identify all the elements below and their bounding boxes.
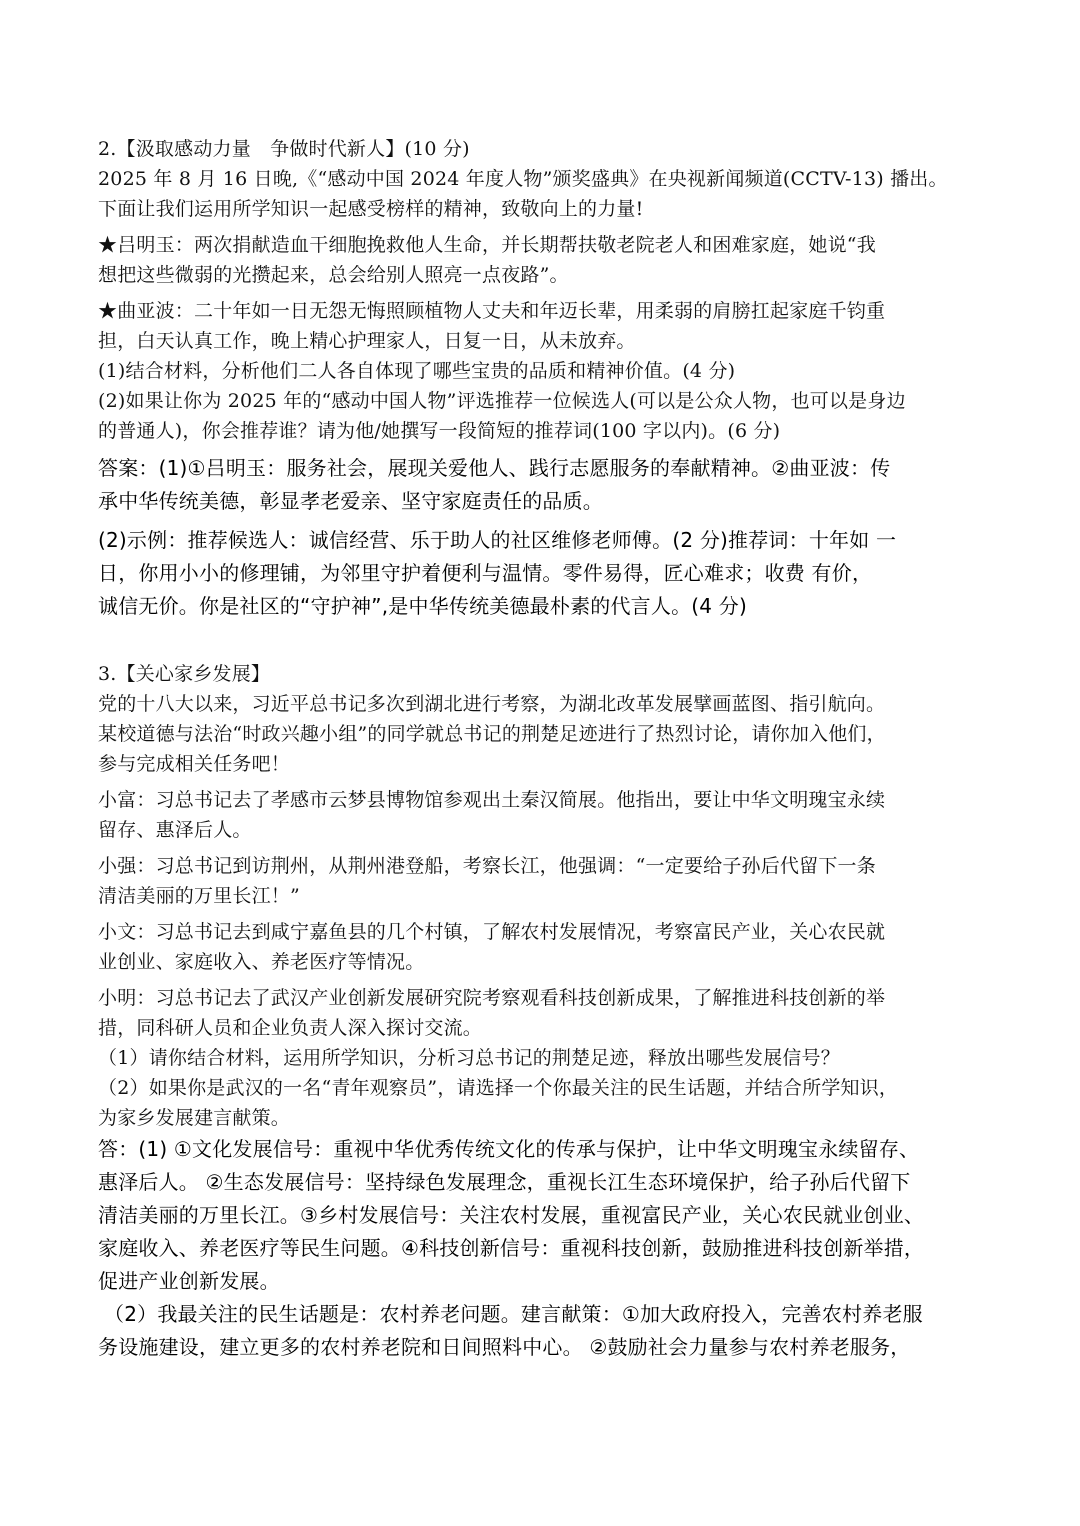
question-3-intro-line: 某校道德与法治“时政兴趣小组”的同学就总书记的荆楚足迹进行了热烈讨论，请你加入他们， xyxy=(98,723,886,745)
material-xiaowen: 小文：习总书记去到咸宁嘉鱼县的几个村镇，了解农村发展情况，考察富民产业，关心农民就 xyxy=(98,921,886,943)
material-qu-yabo: 担，白天认真工作，晚上精心护理家人，日复一日，从未放弃。 xyxy=(98,330,636,352)
question-3-intro-line: 参与完成相关任务吧！ xyxy=(98,753,291,775)
question-2-intro-line: 2025 年 8 月 16 日晚,《“感动中国 2024 年度人物”颁奖盛典》在央视新闻频道(CCTV-13) 播出。 xyxy=(98,168,948,190)
question-3-answer-1: 家庭收入、养老医疗等民生问题。④科技创新信号：重视科技创新，鼓励推进科技创新举措， xyxy=(98,1236,925,1260)
material-lv-mingyu: 想把这些微弱的光攒起来，总会给别人照亮一点夜路”。 xyxy=(98,264,569,286)
question-3-sub-2: （2）如果你是武汉的一名“青年观察员”，请选择一个你最关注的民生话题，并结合所学知识， xyxy=(98,1077,899,1099)
question-3-answer-1: 答：(1) ①文化发展信号：重视中华优秀传统文化的传承与保护，让中华文明瑰宝永续留存、 xyxy=(98,1137,920,1161)
question-2-sub-2: (2)如果让你为 2025 年的“感动中国人物”评选推荐一位候选人(可以是公众人物，也可以是身边 xyxy=(98,390,906,412)
question-2-answer-2: 日，你用小小的修理铺，为邻里守护着便利与温情。零件易得，匠心难求；收费 有价， xyxy=(98,561,873,585)
question-3-title: 3.【关心家乡发展】 xyxy=(98,663,271,685)
question-3-sub-1: （1）请你结合材料，运用所学知识，分析习总书记的荆楚足迹，释放出哪些发展信号？ xyxy=(98,1047,840,1069)
question-2-sub-1: (1)结合材料，分析他们二人各自体现了哪些宝贵的品质和精神价值。(4 分) xyxy=(98,360,736,382)
material-xiaoqiang: 小强：习总书记到访荆州，从荆州港登船，考察长江，他强调：“一定要给子孙后代留下一条 xyxy=(98,855,876,877)
question-3-sub-2: 为家乡发展建言献策。 xyxy=(98,1107,291,1129)
material-lv-mingyu: ★吕明玉：两次捐献造血干细胞挽救他人生命，并长期帮扶敬老院老人和困难家庭，她说“我 xyxy=(98,234,876,256)
question-3-answer-1: 清洁美丽的万里长江。③乡村发展信号：关注农村发展，重视富民产业，关心农民就业创业、 xyxy=(98,1203,925,1227)
question-3 xyxy=(98,659,990,1364)
question-3-answer-2: （2）我最关注的民生话题是：农村养老问题。建言献策：①加大政府投入，完善农村养老服 xyxy=(104,1302,923,1326)
question-2-answer-1: 承中华传统美德，彰显孝老爱亲、坚守家庭责任的品质。 xyxy=(98,489,603,513)
document-body xyxy=(98,134,990,1364)
question-3-intro-line: 党的十八大以来，习近平总书记多次到湖北进行考察，为湖北改革发展擘画蓝图、指引航向。 xyxy=(98,693,886,715)
question-2-sub-2: 的普通人)，你会推荐谁？请为他/她撰写一段简短的推荐词(100 字以内)。(6 分) xyxy=(98,420,781,442)
material-qu-yabo: ★曲亚波：二十年如一日无怨无悔照顾植物人丈夫和年迈长辈，用柔弱的肩膀扛起家庭千钧重 xyxy=(98,300,886,322)
material-xiaofu: 小富：习总书记去了孝感市云梦县博物馆参观出土秦汉简展。他指出，要让中华文明瑰宝永续 xyxy=(98,789,886,811)
material-xiaoming: 小明：习总书记去了武汉产业创新发展研究院考察观看科技创新成果，了解推进科技创新的举 xyxy=(98,987,886,1009)
question-3-answer-1: 促进产业创新发展。 xyxy=(98,1269,280,1293)
question-2-answer-2: 诚信无价。你是社区的“守护神”,是中华传统美德最朴素的代言人。(4 分) xyxy=(98,594,747,618)
question-2-title: 2.【汲取感动力量 争做时代新人】(10 分) xyxy=(98,138,470,160)
question-2-intro-line: 下面让我们运用所学知识一起感受榜样的精神，致敬向上的力量! xyxy=(98,198,644,220)
question-3-answer-1: 惠泽后人。 ②生态发展信号：坚持绿色发展理念，重视长江生态环境保护，给子孙后代留下 xyxy=(98,1170,911,1194)
question-2-answer-1: 答案：(1)①吕明玉：服务社会，展现关爱他人、践行志愿服务的奉献精神。②曲亚波：传 xyxy=(98,456,891,480)
material-xiaowen: 业创业、家庭收入、养老医疗等情况。 xyxy=(98,951,425,973)
material-xiaoqiang: 清洁美丽的万里长江！” xyxy=(98,885,300,907)
material-xiaoming: 措，同科研人员和企业负责人深入探讨交流。 xyxy=(98,1017,483,1039)
question-3-answer-2: 务设施建设，建立更多的农村养老院和日间照料中心。 ②鼓励社会力量参与农村养老服务， xyxy=(98,1335,911,1359)
question-2-answer-2: (2)示例：推荐候选人：诚信经营、乐于助人的社区维修老师傅。(2 分)推荐词：十年如 一 xyxy=(98,528,897,552)
material-xiaofu: 留存、惠泽后人。 xyxy=(98,819,252,841)
question-2 xyxy=(98,134,990,623)
